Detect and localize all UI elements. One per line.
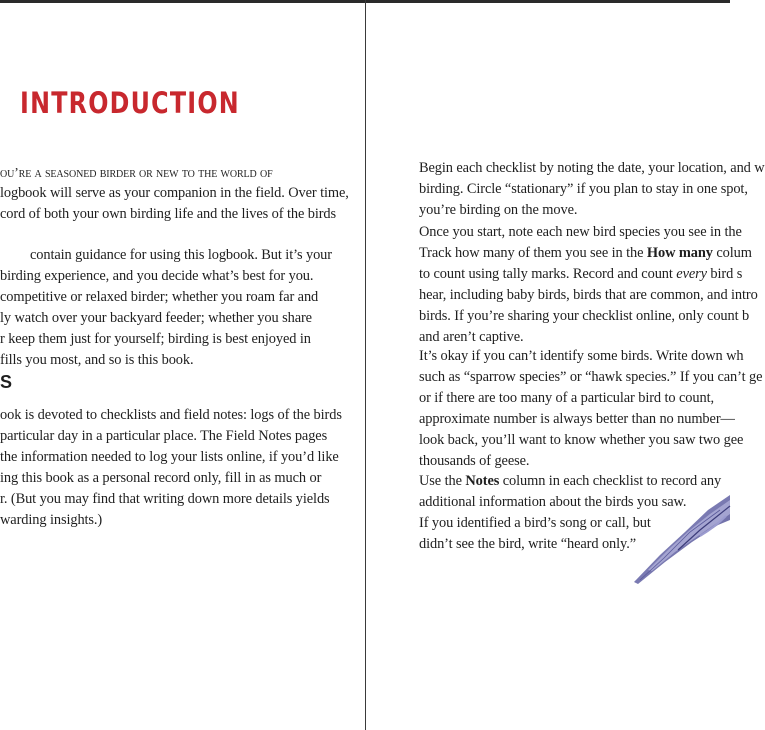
text-line: particular day in a particular place. The Field Notes pages — [0, 428, 328, 444]
text-line: contain guidance for using this logbook. But it’s your — [30, 247, 332, 263]
intro-paragraph-2 — [0, 245, 340, 371]
text-line: approximate number is always better than no number— — [419, 411, 735, 427]
text-line: ou’re a seasoned birder or new to the world of — [0, 165, 273, 180]
instructions-paragraph-3 — [419, 346, 763, 472]
text-line: you’re birding on the move. — [419, 202, 578, 218]
text-line: ing this book as a personal record only, fill in as much or — [0, 470, 322, 486]
instructions-paragraph-2 — [419, 222, 758, 348]
text-line: additional information about the birds you saw. — [419, 494, 687, 510]
text-line: the information needed to log your lists online, if you’d like — [0, 449, 339, 465]
intro-paragraph-3 — [0, 405, 340, 531]
text-line: fills you most, and so is this book. — [0, 352, 194, 368]
text-line: thousands of geese. — [419, 453, 530, 469]
text-line: or if there are too many of a particular bird to count, — [419, 390, 714, 406]
text-line: r keep them just for yourself; birding is best enjoyed in — [0, 331, 311, 347]
text-line: and aren’t captive. — [419, 329, 524, 345]
left-page — [0, 0, 365, 730]
instructions-paragraph-1 — [419, 158, 765, 221]
text-line: birds. If you’re sharing your checklist online, only count b — [419, 308, 750, 324]
text-line: look back, you’ll want to know whether you saw two gee — [419, 432, 744, 448]
intro-paragraph-1 — [0, 162, 349, 225]
bird-illustration-icon — [630, 470, 730, 590]
text-line: It’s okay if you can’t identify some birds. Write down wh — [419, 348, 744, 364]
text-line: didn’t see the bird, write “heard only.” — [419, 536, 636, 552]
text-line: If you identified a bird’s song or call, but — [419, 515, 651, 531]
text-line: ly watch over your backyard feeder; whether you share — [0, 310, 312, 326]
text-line: to count using tally marks. Record and count every bird s — [419, 266, 743, 282]
chapter-title: INTRODUCTION — [20, 86, 240, 120]
text-line: competitive or relaxed birder; whether you roam far and — [0, 289, 319, 305]
text-line: Begin each checklist by noting the date, your location, and w — [419, 160, 765, 176]
text-line: birding. Circle “stationary” if you plan to stay in one spot, — [419, 181, 748, 197]
text-line: warding insights.) — [0, 512, 103, 528]
text-line: birding experience, and you decide what’s best for you. — [0, 268, 314, 284]
text-line: Once you start, note each new bird species you see in the — [419, 224, 742, 240]
text-line: logbook will serve as your companion in the field. Over time, — [0, 185, 349, 201]
right-page — [366, 0, 765, 730]
text-line: r. (But you may find that writing down more details yields — [0, 491, 330, 507]
text-line: such as “sparrow species” or “hawk species.” If you can’t ge — [419, 369, 763, 385]
text-line: Track how many of them you see in the How many colum — [419, 245, 752, 261]
text-line: cord of both your own birding life and the lives of the birds — [0, 206, 337, 222]
text-line: hear, including baby birds, birds that are common, and intro — [419, 287, 758, 303]
text-line: ook is devoted to checklists and field notes: logs of the birds — [0, 407, 342, 423]
section-heading: S — [0, 372, 13, 392]
text-line: Use the Notes column in each checklist to record any — [419, 473, 722, 489]
